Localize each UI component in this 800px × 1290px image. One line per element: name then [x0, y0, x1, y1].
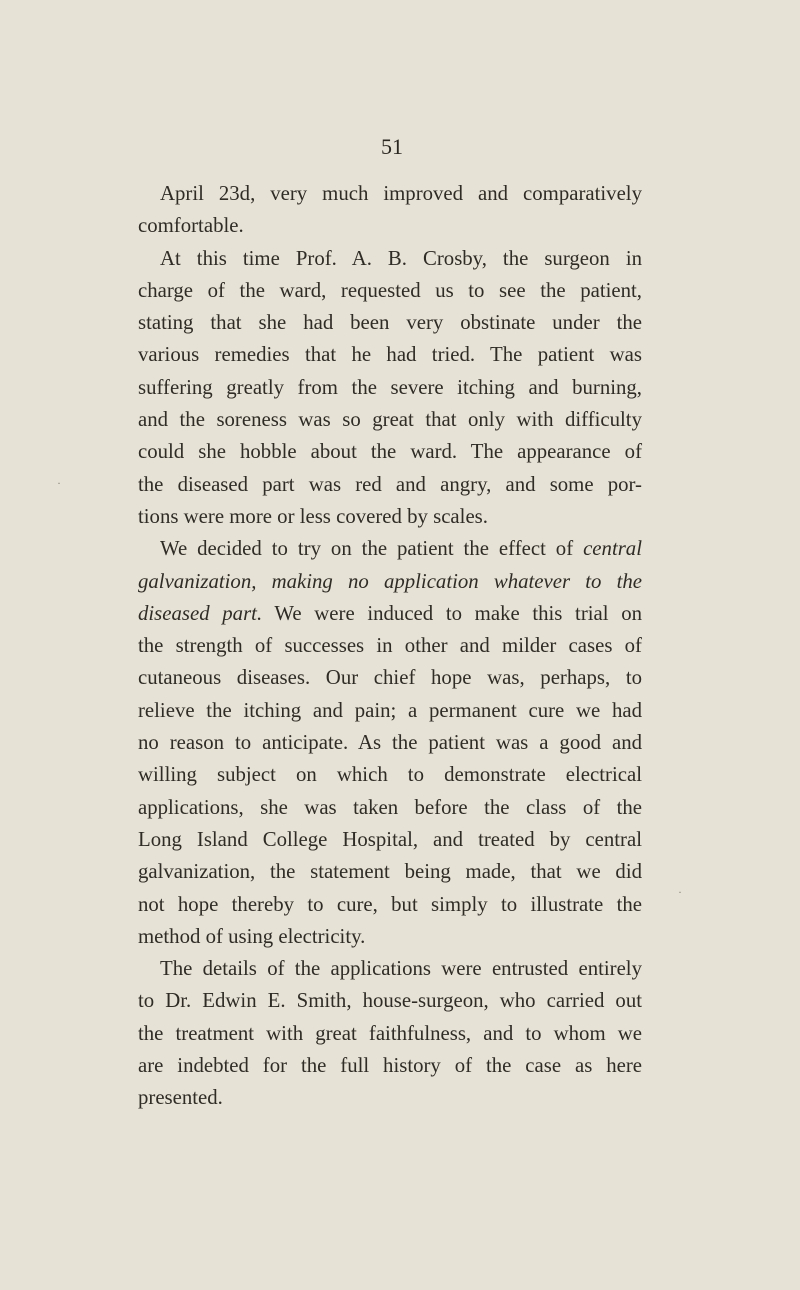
p2-line-7: could she hobble about the ward. The appearance of: [138, 440, 642, 464]
p3-line-10: Long Island College Hospital, and treated by central: [138, 827, 642, 851]
p4-line-1: The details of the applications were entrusted entirely: [160, 957, 642, 981]
p3-line-7: no reason to anticipate. As the patient was a good and: [138, 731, 642, 755]
page-number: 51: [381, 134, 403, 159]
paper-smudge-mark: ·: [678, 885, 682, 899]
p4-line-5: presented.: [138, 1086, 223, 1110]
p2-line-1: At this time Prof. A. B. Crosby, the surgeon in: [160, 246, 642, 270]
p3-line-1-italic: central: [583, 537, 642, 561]
p3-line-8: willing subject on which to demonstrate electrical: [138, 763, 642, 787]
p3-line-3-roman: We were induced to make this trial on: [262, 601, 642, 625]
p2-line-6: and the soreness was so great that only with difficulty: [138, 408, 642, 432]
p4-line-4: are indebted for the full history of the case as here: [138, 1054, 642, 1078]
p1-line-2: comfortable.: [138, 214, 244, 238]
p3-line-3-italic: diseased part.: [138, 601, 263, 625]
paper-smudge-mark: ·: [57, 476, 61, 490]
p3-line-1-roman: We decided to try on the patient the effect of: [160, 537, 584, 561]
body-text: [138, 178, 642, 1115]
p3-line-4: the strength of successes in other and milder cases of: [138, 634, 642, 658]
p2-line-8: the diseased part was red and angry, and some por-: [138, 472, 642, 496]
p3-line-2-italic: galvanization, making no application whatever to the: [138, 569, 642, 593]
p4-line-2: to Dr. Edwin E. Smith, house-surgeon, who carried out: [138, 989, 642, 1013]
p3-line-2: [138, 566, 642, 598]
p3-line-1: [138, 533, 642, 565]
p3-line-11: galvanization, the statement being made, that we did: [138, 860, 642, 884]
p4-line-3: the treatment with great faithfulness, and to whom we: [138, 1021, 642, 1045]
p1-line-1: April 23d, very much improved and comparatively: [160, 182, 642, 205]
p3-line-12: not hope thereby to cure, but simply to illustrate the: [138, 892, 642, 916]
p2-line-2: charge of the ward, requested us to see the patient,: [138, 278, 642, 302]
p3-line-9: applications, she was taken before the class of the: [138, 795, 642, 819]
p2-line-9: tions were more or less covered by scales.: [138, 504, 488, 528]
p2-line-3: stating that she had been very obstinate under the: [138, 311, 642, 335]
p3-line-13: method of using electricity.: [138, 924, 366, 948]
p3-line-3: [138, 598, 642, 630]
p3-line-6: relieve the itching and pain; a permanent cure we had: [138, 698, 642, 722]
p2-line-5: suffering greatly from the severe itching and burning,: [138, 375, 642, 399]
p2-line-4: various remedies that he had tried. The patient was: [138, 343, 642, 367]
p3-line-5: cutaneous diseases. Our chief hope was, perhaps, to: [138, 666, 642, 690]
